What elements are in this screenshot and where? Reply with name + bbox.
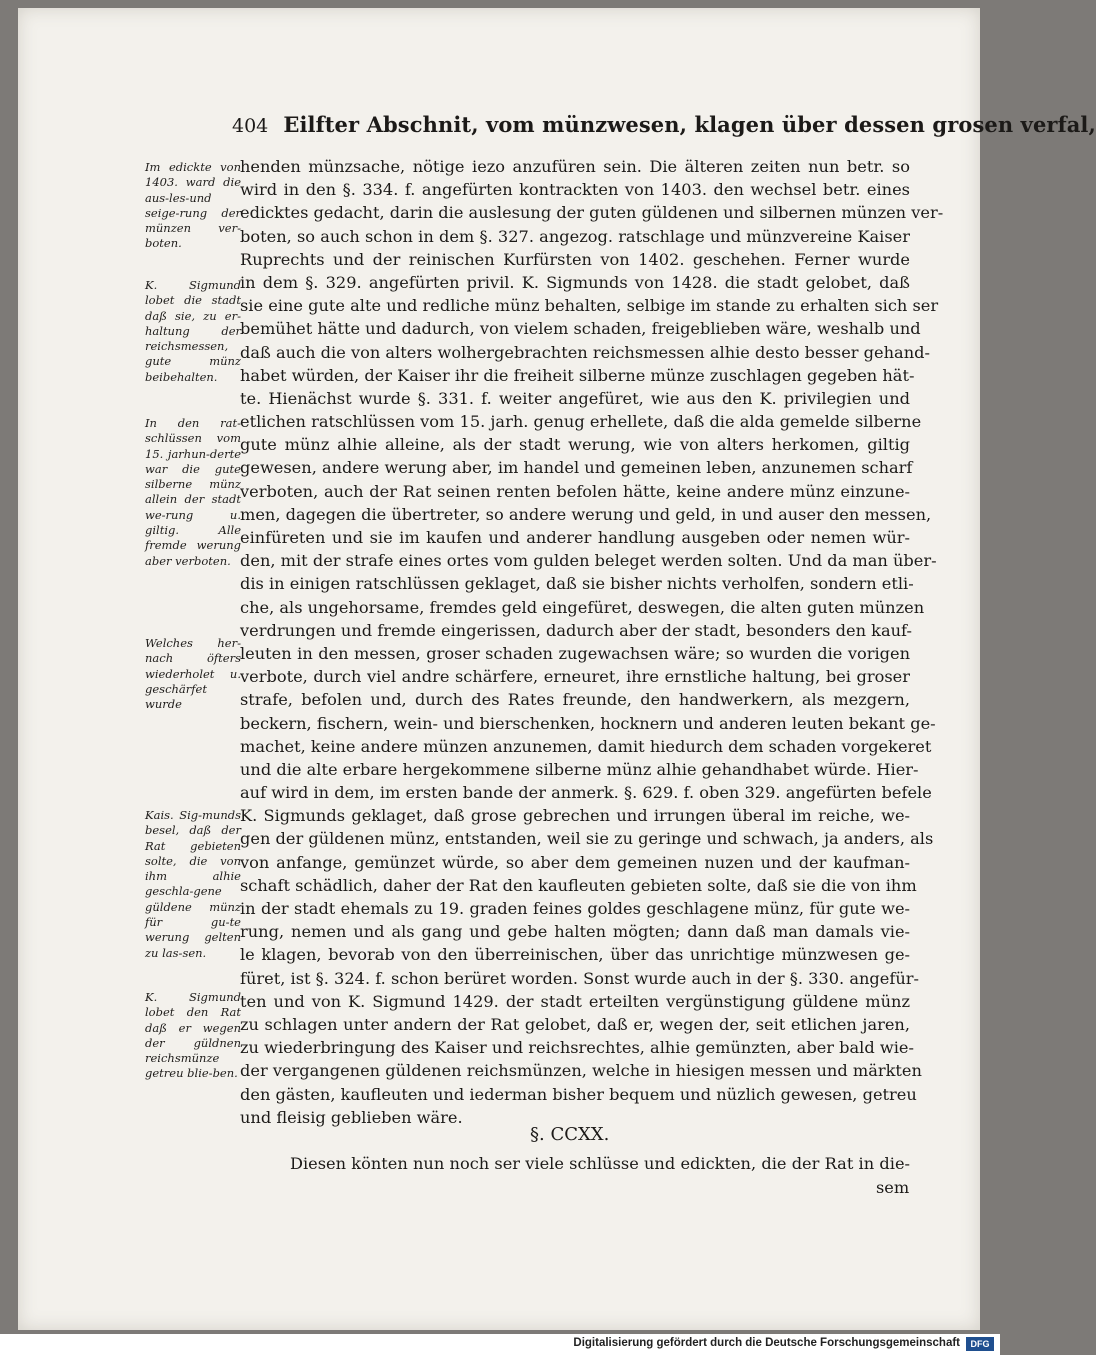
funding-credit: Digitalisierung gefördert durch die Deutsche Forschungsgemeinschaft	[573, 1337, 960, 1349]
text-line: K. Sigmunds geklaget, daß grose gebrechen und irrungen überal im reiche, we-	[240, 806, 910, 826]
text-line: men, dagegen die übertreter, so andere werung und geld, in und auser den messen,	[240, 504, 932, 524]
text-line: einfüreten und sie im kaufen und anderer handlung ausgeben oder nemen wür-	[240, 528, 910, 547]
text-line: gewesen, andere werung aber, im handel und gemeinen leben, anzunemen scharf	[240, 458, 913, 478]
text-line: henden münzsache, nötige iezo anzufüren sein. Die älteren zeiten nun betr. so	[240, 157, 910, 176]
page-number: 404	[232, 115, 269, 137]
section-heading: §. CCXX.	[530, 1124, 610, 1145]
margin-note: Im edickte von 1403. ward die aus-les-und seige-rung der münzen ver-boten.	[145, 160, 241, 251]
text-line: boten, so auch schon in dem §. 327. angezog. ratschlage und münzvereine Kaiser	[240, 226, 910, 246]
paragraph-start: Diesen könten nun noch ser viele schlüsse und edickten, die der Rat in die-	[290, 1154, 910, 1173]
page-header-title: Eilfter Abschnit, vom münzwesen, klagen über dessen grosen verfal,	[283, 112, 1096, 137]
text-line: verboten, auch der Rat seinen renten befolen hätte, keine andere münz einzune-	[240, 481, 910, 501]
text-line: füret, ist §. 324. f. schon berüret worden. Sonst wurde auch in der §. 330. angefür-	[240, 968, 919, 988]
margin-note: Welches her-nach öfters wiederholet u. geschärfet wurde	[145, 636, 241, 712]
text-line: von anfange, gemünzet würde, so aber dem gemeinen nuzen und der kaufman-	[240, 852, 910, 872]
text-line: den, mit der strafe eines ortes vom gulden beleget werden solten. Und da man über-	[240, 551, 937, 571]
text-line: habet würden, der Kaiser ihr die freiheit silberne münze zuschlagen gegeben hät-	[240, 365, 915, 385]
text-line: le klagen, bevorab von den überreinischen, über das unrichtige münzwesen ge-	[240, 945, 910, 965]
text-line: daß auch die von alters wolhergebrachten reichsmessen alhie desto besser gehand-	[240, 342, 930, 362]
text-line: rung, nemen und als gang und gebe halten mögten; dann daß man damals vie-	[240, 922, 910, 942]
text-line: Ruprechts und der reinischen Kurfürsten von 1402. geschehen. Ferner wurde	[240, 249, 910, 269]
margin-note: K. Sigmund lobet den Rat daß er wegen der güldnen reichsmünze getreu blie-ben.	[145, 990, 241, 1081]
text-line: leuten in den messen, groser schaden zugewachsen wäre; so wurden die vorigen	[240, 643, 910, 663]
body-text	[240, 155, 944, 1129]
text-line: den gästen, kaufleuten und iederman bisher bequem und nüzlich gewesen, getreu	[240, 1084, 917, 1104]
footer-bar	[0, 1334, 1000, 1355]
margin-note: In den rat-schlüssen vom 15. jarhun-derte war die gute silberne münz allein der stadt we-rung u. giltig. Alle fremde werung aber verboten.	[145, 416, 241, 568]
text-line: strafe, befolen und, durch des Rates freunde, den handwerkern, als mezgern,	[240, 690, 910, 710]
text-line: der vergangenen güldenen reichsmünzen, welche in hiesigen messen und märkten	[240, 1061, 922, 1081]
running-head	[232, 112, 1096, 146]
text-line: verdrungen und fremde eingerissen, dadurch aber der stadt, besonders den kauf-	[240, 620, 912, 640]
text-line: dis in einigen ratschlüssen geklaget, daß sie bisher nichts verholfen, sondern etli-	[240, 574, 914, 594]
text-line: sie eine gute alte und redliche münz behalten, selbige im stande zu erhalten sich ser	[240, 296, 939, 316]
text-line: beckern, fischern, wein- und bierschenken, hocknern und anderen leuten bekant ge-	[240, 713, 936, 733]
text-line: etlichen ratschlüssen vom 15. jarh. genug erhellete, daß die alda gemelde silberne	[240, 412, 922, 432]
text-line: machet, keine andere münzen anzunemen, damit hiedurch dem schaden vorgekeret	[240, 736, 932, 756]
text-line: bemühet hätte und dadurch, von vielem schaden, freigeblieben wäre, weshalb und	[240, 319, 921, 339]
catchword: sem	[876, 1178, 910, 1197]
margin-note: K. Sigmund lobet die stadt daß sie, zu er-haltung der reichsmessen, gute münz beibehalten.	[145, 278, 241, 384]
text-line: verbote, durch viel andre schärfere, erneuret, ihre ernstliche haltung, bei groser	[240, 667, 910, 687]
text-line: gute münz alhie alleine, als der stadt werung, wie von alters herkomen, giltig	[240, 435, 910, 455]
text-line: in der stadt ehemals zu 19. graden feines goldes geschlagene münz, für gute we-	[240, 899, 910, 918]
text-line: wird in den §. 334. f. angefürten kontrackten von 1403. den wechsel betr. eines	[240, 180, 910, 200]
text-line: te. Hienächst wurde §. 331. f. weiter angefüret, wie aus den K. privilegien und	[240, 388, 910, 408]
text-line: zu schlagen unter andern der Rat gelobet, daß er, wegen der, seit etlichen jaren,	[240, 1014, 910, 1034]
text-line: gen der güldenen münz, entstanden, weil sie zu geringe und schwach, ja anders, als	[240, 829, 934, 849]
text-line: und die alte erbare hergekommene silberne münz alhie gehandhabet würde. Hier-	[240, 759, 919, 779]
text-line: ten und von K. Sigmund 1429. der stadt erteilten vergünstigung güldene münz	[240, 991, 910, 1011]
margin-note: Kais. Sig-munds besel, daß der Rat gebieten solte, die von ihm alhie geschla-gene güldene münz für gu-te werung gelten zu las-sen.	[145, 808, 241, 960]
text-line: che, als ungehorsame, fremdes geld eingefüret, deswegen, die alten guten münzen	[240, 597, 925, 617]
text-line: edicktes gedacht, darin die auslesung der guten güldenen und silbernen münzen ver-	[240, 203, 944, 223]
text-line: auf wird in dem, im ersten bande der anmerk. §. 629. f. oben 329. angefürten befele	[240, 783, 932, 803]
text-line: schaft schädlich, daher der Rat den kaufleuten gebieten solte, daß sie die von ihm	[240, 875, 917, 895]
text-line: in dem §. 329. angefürten privil. K. Sigmunds von 1428. die stadt gelobet, daß	[240, 272, 910, 292]
text-line: zu wiederbringung des Kaiser und reichsrechtes, alhie gemünzten, aber bald wie-	[240, 1038, 914, 1058]
dfg-logo: DFG	[966, 1337, 994, 1351]
text-line: und fleisig geblieben wäre.	[240, 1107, 463, 1127]
